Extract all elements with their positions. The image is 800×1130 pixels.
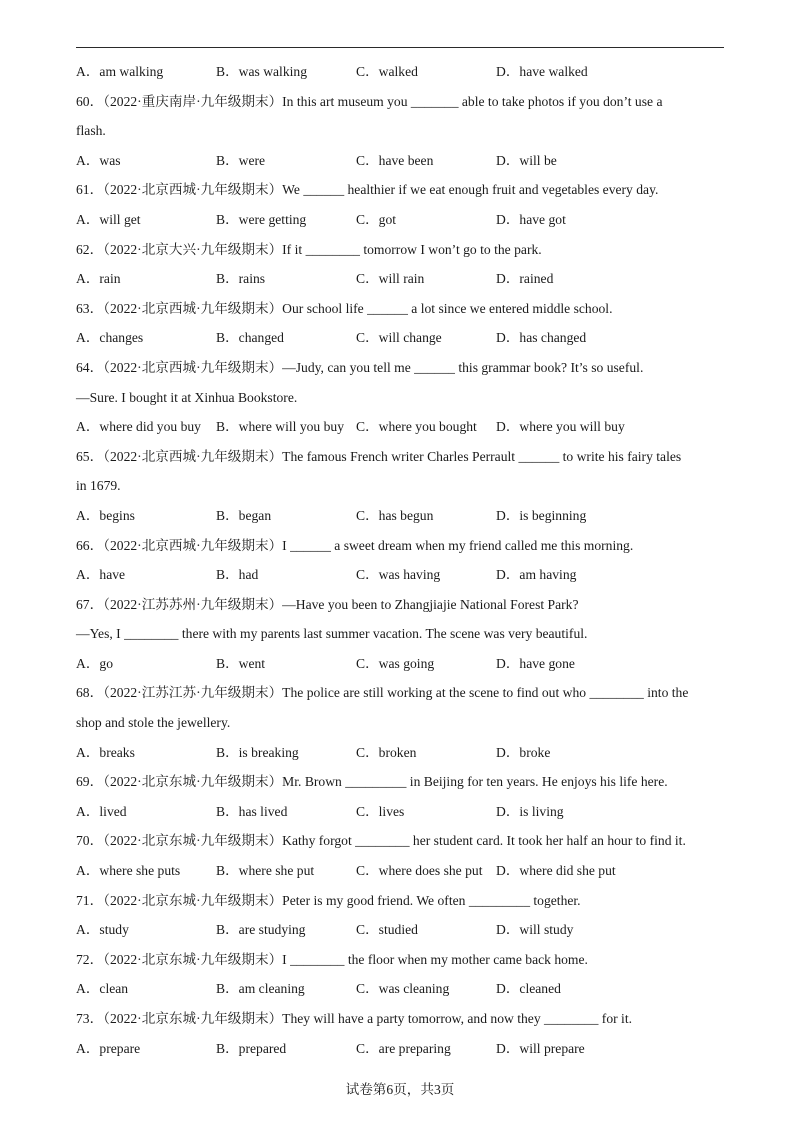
answer-option: A．study [76,922,129,938]
question-stem-line: 65．（2022·北京西城·九年级期末）The famous French writer Charles Perrault ______ to write his fairy tales [76,448,682,464]
answer-option: B．went [216,655,266,671]
answer-option: A．breaks [76,744,135,760]
question-item [76,678,724,767]
answer-option: C．have been [356,152,434,168]
answer-option: A．was [76,152,121,168]
answer-option: B．has lived [216,803,288,819]
question-stem-line: 68．（2022·江苏江苏·九年级期末）The police are still working at the scene to find out who ________ into the [76,685,689,701]
question-item [76,175,724,234]
answer-option: A．clean [76,981,129,997]
answer-options [76,264,724,294]
question-stem-line: 60．（2022·重庆南岸·九年级期末）In this art museum you _______ able to take photos if you don’t use a [76,93,663,109]
answer-option: A．where she puts [76,863,181,879]
question-stem-line: 66．（2022·北京西城·九年级期末）I ______ a sweet dream when my friend called me this morning. [76,537,634,553]
answer-option: B．were [216,152,266,168]
answer-option: B．began [216,507,272,523]
answer-option: D．broke [496,744,551,760]
answer-option: B．where will you buy [216,419,344,435]
answer-option: A．go [76,655,114,671]
question-stem-line: 71．（2022·北京东城·九年级期末）Peter is my good friend. We often _________ together. [76,892,581,908]
answer-options [76,974,724,1004]
answer-options [76,915,724,945]
answer-options [76,1034,724,1064]
answer-options [76,856,724,886]
answer-option: A．rain [76,271,121,287]
question-item [76,442,724,531]
question-item [76,886,724,945]
answer-option: A．will get [76,211,141,227]
question-item [76,590,724,679]
answer-options [76,146,724,176]
answer-option: B．were getting [216,211,307,227]
question-stem-line: 70．（2022·北京东城·九年级期末）Kathy forgot ________ her student card. It took her half an hour to find it. [76,833,686,849]
answer-option: D．cleaned [496,981,561,997]
answer-options [76,205,724,235]
answer-options [76,738,724,768]
question-stem-line: 69．（2022·北京东城·九年级期末）Mr. Brown _________ in Beijing for ten years. He enjoys his life here. [76,774,668,790]
question-stem-line: 73．（2022·北京东城·九年级期末）They will have a party tomorrow, and now they ________ for it. [76,1011,632,1026]
question-stem-line: 63．（2022·北京西城·九年级期末）Our school life ______ a lot since we entered middle school. [76,300,613,316]
answer-option: B．are studying [216,922,306,938]
question-stem-line: shop and stole the jewellery. [76,715,231,731]
answer-option: C．has begun [356,507,434,523]
question-item [76,235,724,294]
question-stem-line: 61．（2022·北京西城·九年级期末）We ______ healthier if we eat enough fruit and vegetables every day. [76,182,659,198]
question-stem-line: —Sure. I bought it at Xinhua Bookstore. [76,389,298,405]
answer-option: C．was cleaning [356,981,450,997]
question-item [76,87,724,176]
answer-option: C．are preparing [356,1040,451,1056]
question-list [76,57,724,1063]
answer-option: D．am having [496,567,577,583]
answer-option: D．where you will buy [496,419,625,435]
question-stem-line: flash. [76,123,106,139]
question-stem-line: 72．（2022·北京东城·九年级期末）I ________ the floor when my mother came back home. [76,951,588,967]
question-stem-line: —Yes, I ________ there with my parents last summer vacation. The scene was very beautiful. [76,626,588,642]
answer-option: D．has changed [496,330,587,346]
answer-option: C．will rain [356,271,425,287]
answer-option: A．where did you buy [76,419,201,435]
answer-options [76,501,724,531]
answer-option: C．got [356,211,397,227]
answer-option: D．will be [496,152,557,168]
answer-options [76,323,724,353]
question-stem-line: 64．（2022·北京西城·九年级期末）—Judy, can you tell me ______ this grammar book? It’s so useful. [76,359,644,375]
answer-option: B．rains [216,271,266,287]
answer-option: D．have walked [496,64,588,79]
answer-options [76,797,724,827]
answer-option: A．have [76,567,126,583]
question-item [76,826,724,885]
answer-options [76,649,724,679]
answer-option: B．changed [216,330,284,346]
answer-option: C．walked [356,64,418,79]
answer-option: D．is living [496,803,564,819]
question-item [76,767,724,826]
question-item [76,57,724,87]
answer-option: C．was going [356,655,435,671]
answer-option: D．have got [496,211,566,227]
answer-options [76,57,724,87]
answer-option: B．prepared [216,1040,287,1056]
answer-option: B．where she put [216,863,315,879]
question-item [76,294,724,353]
answer-option: B．am cleaning [216,981,305,997]
answer-option: C．was having [356,567,441,583]
answer-option: B．is breaking [216,744,299,760]
answer-options [76,412,724,442]
answer-options [76,560,724,590]
question-stem-line: 62．（2022·北京大兴·九年级期末）If it ________ tomorrow I won’t go to the park. [76,241,542,257]
answer-option: C．where you bought [356,419,477,435]
answer-option: D．have gone [496,655,575,671]
answer-option: C．where does she put [356,863,483,879]
answer-option: A．prepare [76,1040,141,1056]
page-footer: 试卷第6页，共3页 [345,1082,455,1097]
question-item [76,353,724,442]
answer-option: D．will study [496,922,574,938]
question-item [76,1004,724,1063]
answer-option: A．am walking [76,64,164,79]
question-stem-line: in 1679. [76,478,121,494]
answer-option: A．changes [76,330,144,346]
answer-option: D．is beginning [496,507,587,523]
answer-option: D．where did she put [496,863,616,879]
answer-option: B．had [216,567,259,583]
answer-option: C．studied [356,922,418,938]
answer-option: C．broken [356,744,417,760]
header-rule [76,47,724,48]
question-item [76,531,724,590]
question-item [76,945,724,1004]
answer-option: A．begins [76,507,135,523]
answer-option: C．lives [356,803,405,819]
answer-option: A．lived [76,803,127,819]
answer-option: B．was walking [216,64,307,79]
answer-option: D．will prepare [496,1040,585,1056]
answer-option: D．rained [496,271,554,287]
question-stem-line: 67．（2022·江苏苏州·九年级期末）—Have you been to Zhangjiajie National Forest Park? [76,596,579,612]
answer-option: C．will change [356,330,442,346]
